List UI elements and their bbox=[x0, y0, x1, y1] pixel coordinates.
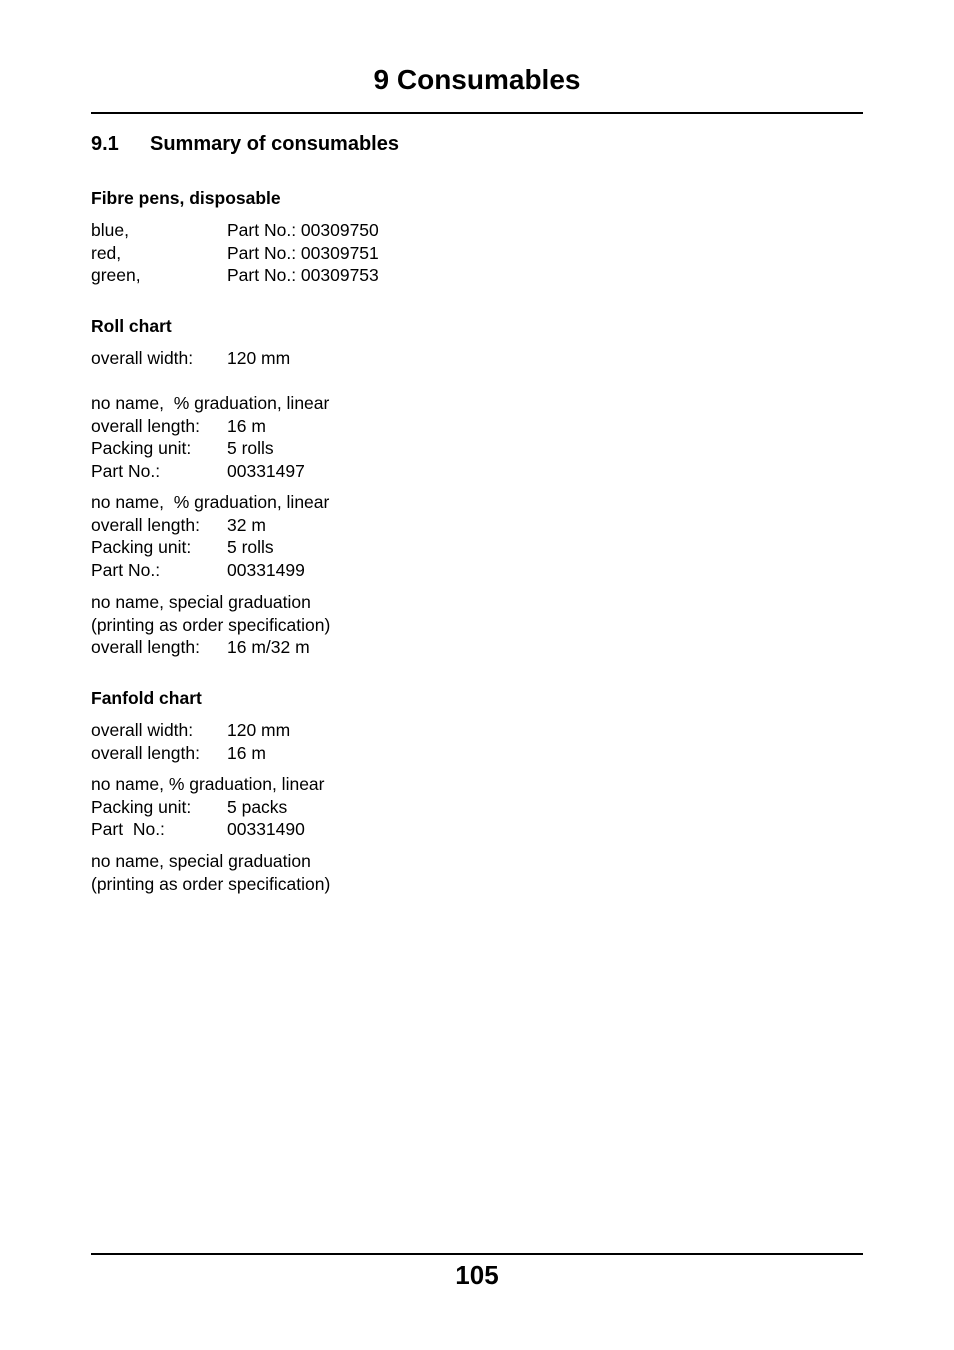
spec-label: Packing unit: bbox=[91, 796, 192, 817]
fanfold-chart-group-pack bbox=[91, 796, 287, 819]
spec-value: 16 m bbox=[227, 415, 266, 436]
spec-value: 5 rolls bbox=[227, 537, 274, 557]
spec-label: overall length: bbox=[91, 514, 200, 535]
pen-color: red, bbox=[91, 242, 122, 263]
roll-chart-special-desc: no name, special graduation bbox=[91, 592, 311, 612]
page-number: 105 bbox=[455, 1260, 499, 1290]
spec-label: Part No.: bbox=[91, 559, 161, 580]
pen-color: blue, bbox=[91, 220, 129, 240]
section-title: Summary of consumables bbox=[150, 133, 399, 155]
fibre-pens-heading: Fibre pens, disposable bbox=[91, 188, 281, 208]
fibre-pen-row-red bbox=[91, 242, 379, 265]
pen-part-number: Part No.: 00309751 bbox=[227, 242, 379, 263]
roll-chart-group-1-pack bbox=[91, 437, 274, 460]
roll-chart-group-1-part bbox=[91, 460, 305, 483]
spec-label: overall length: bbox=[91, 415, 200, 436]
roll-chart-group-2-length bbox=[91, 514, 266, 537]
page-title: 9 Consumables bbox=[373, 64, 581, 95]
fanfold-chart-width bbox=[91, 719, 290, 742]
spec-label: Part No.: bbox=[91, 819, 165, 839]
spec-label: Packing unit: bbox=[91, 438, 192, 458]
fanfold-chart-group-desc: no name, % graduation, linear bbox=[91, 774, 325, 794]
spec-value: 120 mm bbox=[227, 348, 291, 368]
fanfold-chart-group-part bbox=[91, 818, 305, 841]
pen-part-number: Part No.: 00309753 bbox=[227, 265, 379, 285]
roll-chart-group-1-length bbox=[91, 415, 266, 438]
spec-label: Part No.: bbox=[91, 460, 161, 481]
roll-chart-width bbox=[91, 347, 290, 370]
spec-value: 5 rolls bbox=[227, 438, 274, 458]
spec-label: overall width: bbox=[91, 720, 194, 740]
spec-value: 00331497 bbox=[227, 460, 305, 481]
spec-label: Packing unit: bbox=[91, 537, 192, 557]
section-number: 9.1 bbox=[91, 133, 119, 155]
pen-color: green, bbox=[91, 265, 141, 285]
roll-chart-group-2-desc: no name, % graduation, linear bbox=[91, 492, 330, 512]
fanfold-chart-heading: Fanfold chart bbox=[91, 688, 202, 708]
roll-chart-group-2-part bbox=[91, 559, 305, 582]
fanfold-chart-special-desc: no name, special graduation bbox=[91, 851, 311, 871]
spec-label: overall length: bbox=[91, 637, 200, 657]
spec-value: 16 m/32 m bbox=[227, 637, 310, 657]
pen-part-number: Part No.: 00309750 bbox=[227, 220, 379, 240]
roll-chart-heading: Roll chart bbox=[91, 316, 172, 336]
section-heading bbox=[91, 130, 399, 158]
fibre-pen-row-green bbox=[91, 264, 379, 287]
spec-label: overall length: bbox=[91, 742, 200, 763]
header-rule bbox=[91, 112, 863, 114]
roll-chart-group-1-desc: no name, % graduation, linear bbox=[91, 393, 330, 413]
footer-rule bbox=[91, 1253, 863, 1255]
roll-chart-group-2-pack bbox=[91, 536, 274, 559]
spec-value: 32 m bbox=[227, 514, 266, 535]
roll-chart-special-length bbox=[91, 636, 310, 659]
fanfold-chart-length bbox=[91, 742, 266, 765]
spec-value: 00331499 bbox=[227, 559, 305, 580]
fibre-pen-row-blue bbox=[91, 219, 379, 242]
spec-label: overall width: bbox=[91, 348, 194, 368]
roll-chart-special-note: (printing as order specification) bbox=[91, 614, 331, 635]
spec-value: 00331490 bbox=[227, 819, 305, 839]
fanfold-chart-special-note: (printing as order specification) bbox=[91, 873, 331, 894]
spec-value: 5 packs bbox=[227, 796, 288, 817]
spec-value: 120 mm bbox=[227, 720, 291, 740]
spec-value: 16 m bbox=[227, 742, 266, 763]
